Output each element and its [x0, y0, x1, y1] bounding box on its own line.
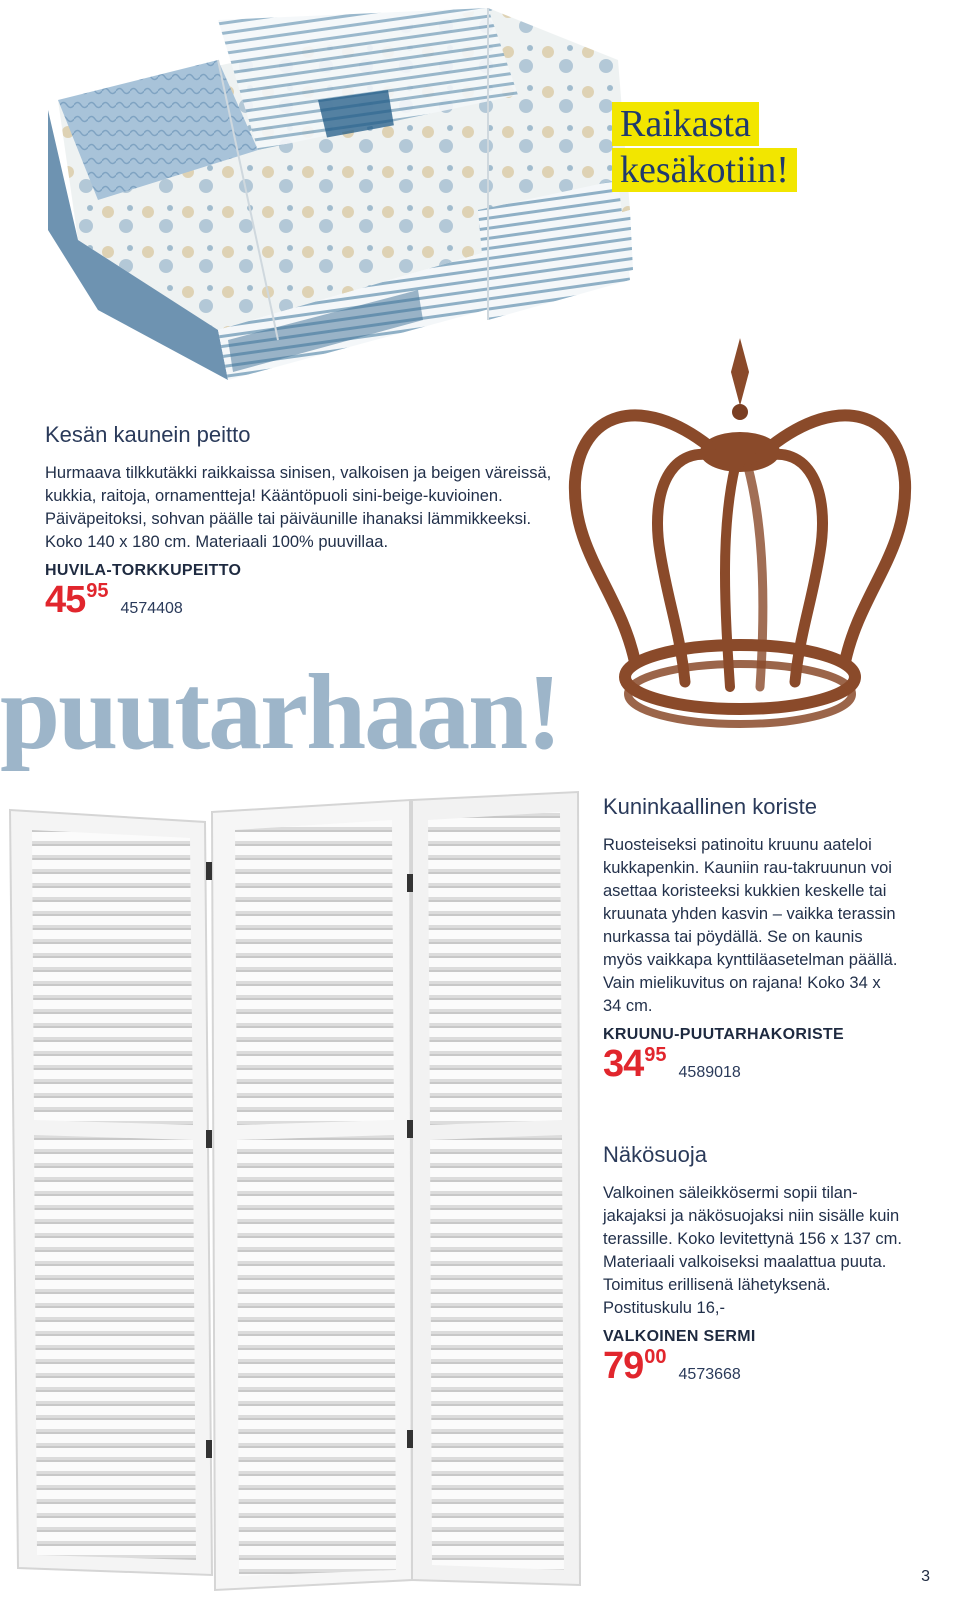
screen-description: Valkoinen säleikkösermi sopii tilan-jakajaksi ja näkösuojaksi niin sisälle kuin terassille. Koko levitettynä 156 x 137 cm. Materiaali valkoiseksi maalattua puuta. Toimitus erillisenä lähetyksenä. Postituskulu 16,-	[603, 1184, 902, 1317]
screen-price-main: 79	[603, 1345, 644, 1387]
crown-price-cents: 95	[644, 1044, 667, 1066]
room-divider-image	[0, 790, 590, 1595]
big-heading-word: puutarhaan!	[0, 653, 561, 772]
blanket-description: Hurmaava tilkkutäkki raikkaissa sinisen, valkoisen ja beigen väreissä, kukkia, raitoja, ornamentteja! Kääntöpuoli sini-beige-kuvioinen. Päiväpeitoksi, sohvan päälle tai päiväunille ihanaksi lämmikkeeksi. Koko 140 x 180 cm. Materiaali 100% puuvillaa.	[45, 464, 552, 551]
screen-price-cents: 00	[644, 1346, 667, 1368]
blanket-price-cents: 95	[86, 580, 109, 602]
crown-price	[603, 1044, 903, 1084]
crown-price-main: 34	[603, 1043, 644, 1085]
blanket-product-block	[45, 422, 565, 620]
screen-product-block	[603, 1142, 903, 1386]
quilt-image	[18, 0, 638, 400]
page-number: 3	[921, 1568, 930, 1585]
screen-heading: Näkösuoja	[603, 1142, 707, 1167]
crown-product-name: KRUUNU-PUUTARHAKORISTE	[603, 1026, 844, 1043]
tagline-line-1: Raikasta	[612, 102, 759, 146]
blanket-price-main: 45	[45, 579, 86, 621]
tagline-line-2: kesäkotiin!	[612, 148, 797, 192]
screen-product-name: VALKOINEN SERMI	[603, 1328, 756, 1345]
blanket-product-code: 4574408	[120, 600, 183, 617]
crown-description: Ruosteiseksi patinoitu kruunu aateloi kukkapenkin. Kauniin rau-takruunun voi asettaa koristeeksi kukkien keskelle tai kruunata yhden kasvin – vaikka terassin nurkassa tai pöydällä. Se on kaunis myös vaikkapa kynttiläasetelman päällä. Vain mielikuvitus on rajana! Koko 34 x 34 cm.	[603, 836, 898, 1015]
crown-product-code: 4589018	[678, 1064, 741, 1081]
crown-image	[560, 332, 920, 752]
blanket-price	[45, 580, 565, 620]
blanket-heading: Kesän kaunein peitto	[45, 422, 251, 447]
crown-product-block	[603, 794, 903, 1084]
crown-heading: Kuninkaallinen koriste	[603, 794, 818, 819]
screen-product-code: 4573668	[678, 1366, 741, 1383]
blanket-product-name: HUVILA-TORKKUPEITTO	[45, 562, 242, 579]
screen-price	[603, 1346, 903, 1386]
tagline	[612, 102, 822, 194]
